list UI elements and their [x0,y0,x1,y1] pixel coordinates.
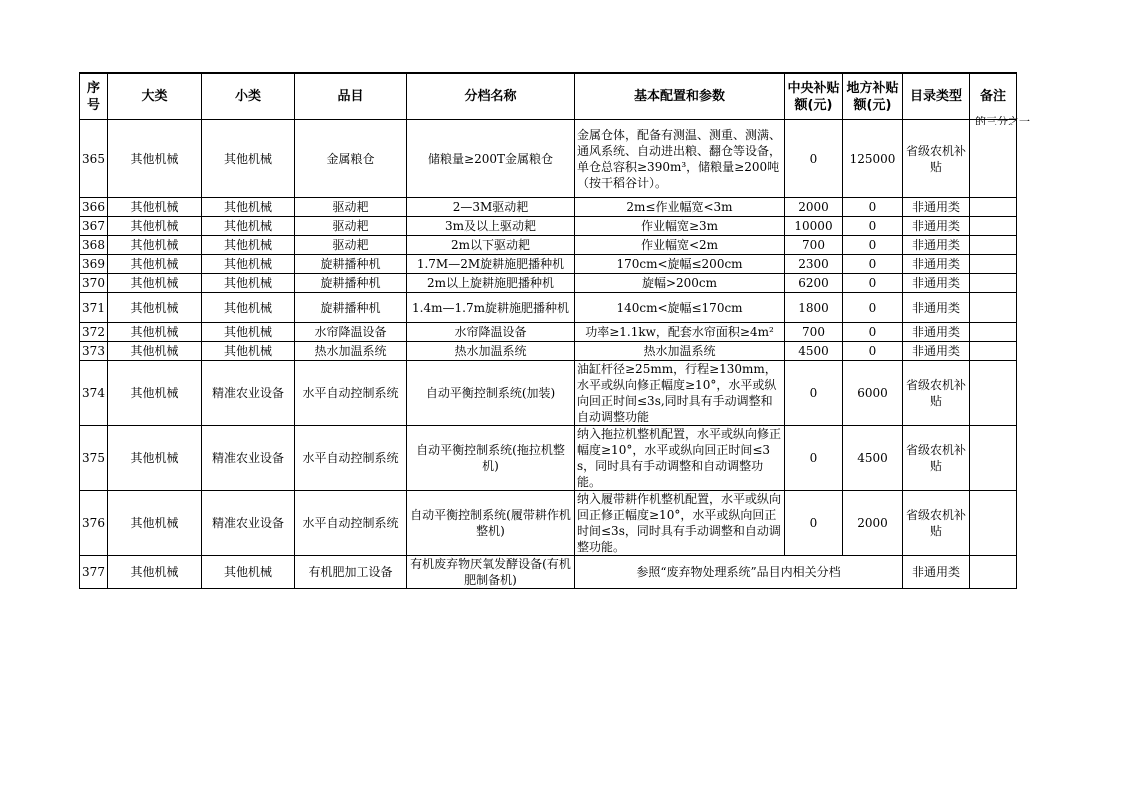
cell-item: 金属粮仓 [295,120,407,198]
cell-central-subsidy: 2300 [785,255,843,274]
cell-seq: 365 [80,120,108,198]
cell-seq: 377 [80,556,108,589]
cell-category: 其他机械 [108,426,202,491]
cell-central-subsidy: 0 [785,491,843,556]
cell-category: 其他机械 [108,361,202,426]
cell-config: 油缸杆径≥25mm，行程≥130mm，水平或纵向修正幅度≥10°，水平或纵向回正时间≤3s,同时具有手动调整和自动调整功能 [575,361,785,426]
cell-remark [970,556,1017,589]
cell-subcategory: 其他机械 [202,274,295,293]
cell-config: 金属仓体，配备有测温、测重、测满、通风系统、自动进出粮、翻仓等设备，单仓总容积≥390m³，储粮量≥200吨（按干稻谷计）。 [575,120,785,198]
cell-category: 其他机械 [108,323,202,342]
cell-item: 驱动耙 [295,236,407,255]
table-row [80,198,1017,217]
header-catalog-type: 目录类型 [903,73,970,120]
cell-grade-name: 2—3M驱动耙 [407,198,575,217]
cell-config: 纳入拖拉机整机配置，水平或纵向修正幅度≥10°，水平或纵向回正时间≤3s，同时具有手动调整和自动调整功能。 [575,426,785,491]
cell-subcategory: 精准农业设备 [202,361,295,426]
cell-central-subsidy: 2000 [785,198,843,217]
cell-seq: 376 [80,491,108,556]
header-config: 基本配置和参数 [575,73,785,120]
cell-category: 其他机械 [108,217,202,236]
cell-subcategory: 其他机械 [202,323,295,342]
cell-catalog-type: 省级农机补贴 [903,491,970,556]
table-header [80,73,1017,120]
cell-remark [970,342,1017,361]
cell-seq: 372 [80,323,108,342]
cell-local-subsidy: 0 [843,217,903,236]
cell-central-subsidy: 0 [785,120,843,198]
cell-grade-name: 热水加温系统 [407,342,575,361]
cell-local-subsidy: 0 [843,236,903,255]
cell-config: 2m≤作业幅宽<3m [575,198,785,217]
cell-subcategory: 其他机械 [202,255,295,274]
table-row [80,342,1017,361]
cell-category: 其他机械 [108,491,202,556]
cell-local-subsidy: 6000 [843,361,903,426]
cell-subcategory: 精准农业设备 [202,426,295,491]
cell-catalog-type: 非通用类 [903,323,970,342]
cell-category: 其他机械 [108,120,202,198]
cell-grade-name: 自动平衡控制系统(加装) [407,361,575,426]
cell-category: 其他机械 [108,556,202,589]
cell-catalog-type: 非通用类 [903,198,970,217]
table-body [80,120,1017,589]
cell-item: 水帘降温设备 [295,323,407,342]
cell-catalog-type: 省级农机补贴 [903,120,970,198]
header-item: 品目 [295,73,407,120]
header-central-subsidy: 中央补贴额(元) [785,73,843,120]
cell-catalog-type: 省级农机补贴 [903,426,970,491]
cell-item: 驱动耙 [295,198,407,217]
cell-category: 其他机械 [108,236,202,255]
cell-local-subsidy: 0 [843,323,903,342]
header-local-subsidy: 地方补贴额(元) [843,73,903,120]
cell-seq: 367 [80,217,108,236]
table-row [80,491,1017,556]
cell-central-subsidy: 700 [785,323,843,342]
overflow-remark-text: 的三分之一 [975,116,1030,125]
cell-category: 其他机械 [108,274,202,293]
table-row [80,120,1017,198]
table-row [80,274,1017,293]
cell-seq: 370 [80,274,108,293]
cell-seq: 369 [80,255,108,274]
cell-local-subsidy: 0 [843,255,903,274]
cell-catalog-type: 非通用类 [903,217,970,236]
subsidy-catalog-table [79,72,1017,589]
table-row [80,293,1017,323]
cell-config: 作业幅宽≥3m [575,217,785,236]
header-category: 大类 [108,73,202,120]
cell-central-subsidy: 0 [785,426,843,491]
cell-category: 其他机械 [108,342,202,361]
cell-remark [970,236,1017,255]
cell-item: 驱动耙 [295,217,407,236]
cell-config: 170cm<旋幅≤200cm [575,255,785,274]
cell-remark [970,255,1017,274]
table-row [80,255,1017,274]
cell-remark [970,274,1017,293]
cell-remark [970,361,1017,426]
header-grade-name: 分档名称 [407,73,575,120]
cell-remark [970,217,1017,236]
cell-remark [970,293,1017,323]
cell-item: 旋耕播种机 [295,255,407,274]
cell-seq: 373 [80,342,108,361]
cell-subcategory: 精准农业设备 [202,491,295,556]
cell-category: 其他机械 [108,255,202,274]
cell-config: 140cm<旋幅≤170cm [575,293,785,323]
cell-catalog-type: 非通用类 [903,255,970,274]
cell-catalog-type: 非通用类 [903,274,970,293]
cell-grade-name: 2m以下驱动耙 [407,236,575,255]
cell-central-subsidy: 10000 [785,217,843,236]
cell-subcategory: 其他机械 [202,293,295,323]
cell-category: 其他机械 [108,198,202,217]
cell-local-subsidy: 0 [843,293,903,323]
cell-merged-note: 参照“废弃物处理系统”品目内相关分档 [575,556,903,589]
cell-item: 热水加温系统 [295,342,407,361]
table-row [80,217,1017,236]
cell-grade-name: 1.4m—1.7m旋耕施肥播种机 [407,293,575,323]
cell-item: 水平自动控制系统 [295,491,407,556]
cell-item: 水平自动控制系统 [295,426,407,491]
cell-seq: 366 [80,198,108,217]
header-remark: 备注 [970,73,1017,120]
table-row [80,361,1017,426]
cell-local-subsidy: 125000 [843,120,903,198]
cell-central-subsidy: 4500 [785,342,843,361]
cell-subcategory: 其他机械 [202,217,295,236]
cell-config: 热水加温系统 [575,342,785,361]
cell-catalog-type: 非通用类 [903,556,970,589]
cell-catalog-type: 省级农机补贴 [903,361,970,426]
cell-remark [970,323,1017,342]
cell-remark [970,491,1017,556]
cell-seq: 368 [80,236,108,255]
header-subcategory: 小类 [202,73,295,120]
cell-local-subsidy: 4500 [843,426,903,491]
cell-config: 旋幅>200cm [575,274,785,293]
cell-item: 水平自动控制系统 [295,361,407,426]
cell-remark [970,426,1017,491]
cell-seq: 371 [80,293,108,323]
cell-config: 作业幅宽<2m [575,236,785,255]
header-seq: 序号 [80,73,108,120]
cell-category: 其他机械 [108,293,202,323]
cell-grade-name: 1.7M—2M旋耕施肥播种机 [407,255,575,274]
cell-subcategory: 其他机械 [202,198,295,217]
table-row [80,556,1017,589]
table-row [80,323,1017,342]
cell-subcategory: 其他机械 [202,120,295,198]
cell-seq: 375 [80,426,108,491]
cell-central-subsidy: 1800 [785,293,843,323]
cell-item: 旋耕播种机 [295,274,407,293]
table-row [80,426,1017,491]
table-row [80,236,1017,255]
cell-seq: 374 [80,361,108,426]
cell-item: 有机肥加工设备 [295,556,407,589]
cell-catalog-type: 非通用类 [903,342,970,361]
cell-local-subsidy: 0 [843,274,903,293]
cell-catalog-type: 非通用类 [903,293,970,323]
cell-config: 纳入履带耕作机整机配置，水平或纵向回正修正幅度≥10°，水平或纵向回正时间≤3s，同时具有手动调整和自动调整功能。 [575,491,785,556]
cell-remark [970,198,1017,217]
cell-grade-name: 水帘降温设备 [407,323,575,342]
cell-grade-name: 2m以上旋耕施肥播种机 [407,274,575,293]
cell-grade-name: 有机废弃物厌氧发酵设备(有机肥制备机) [407,556,575,589]
cell-central-subsidy: 0 [785,361,843,426]
cell-subcategory: 其他机械 [202,236,295,255]
cell-local-subsidy: 2000 [843,491,903,556]
cell-grade-name: 自动平衡控制系统(拖拉机整机) [407,426,575,491]
cell-catalog-type: 非通用类 [903,236,970,255]
cell-local-subsidy: 0 [843,198,903,217]
cell-central-subsidy: 700 [785,236,843,255]
cell-config: 功率≥1.1kw，配套水帘面积≥4m² [575,323,785,342]
cell-grade-name: 自动平衡控制系统(履带耕作机整机) [407,491,575,556]
cell-local-subsidy: 0 [843,342,903,361]
cell-remark [970,120,1017,198]
cell-subcategory: 其他机械 [202,342,295,361]
cell-grade-name: 3m及以上驱动耙 [407,217,575,236]
cell-grade-name: 储粮量≥200T金属粮仓 [407,120,575,198]
cell-subcategory: 其他机械 [202,556,295,589]
cell-item: 旋耕播种机 [295,293,407,323]
cell-central-subsidy: 6200 [785,274,843,293]
